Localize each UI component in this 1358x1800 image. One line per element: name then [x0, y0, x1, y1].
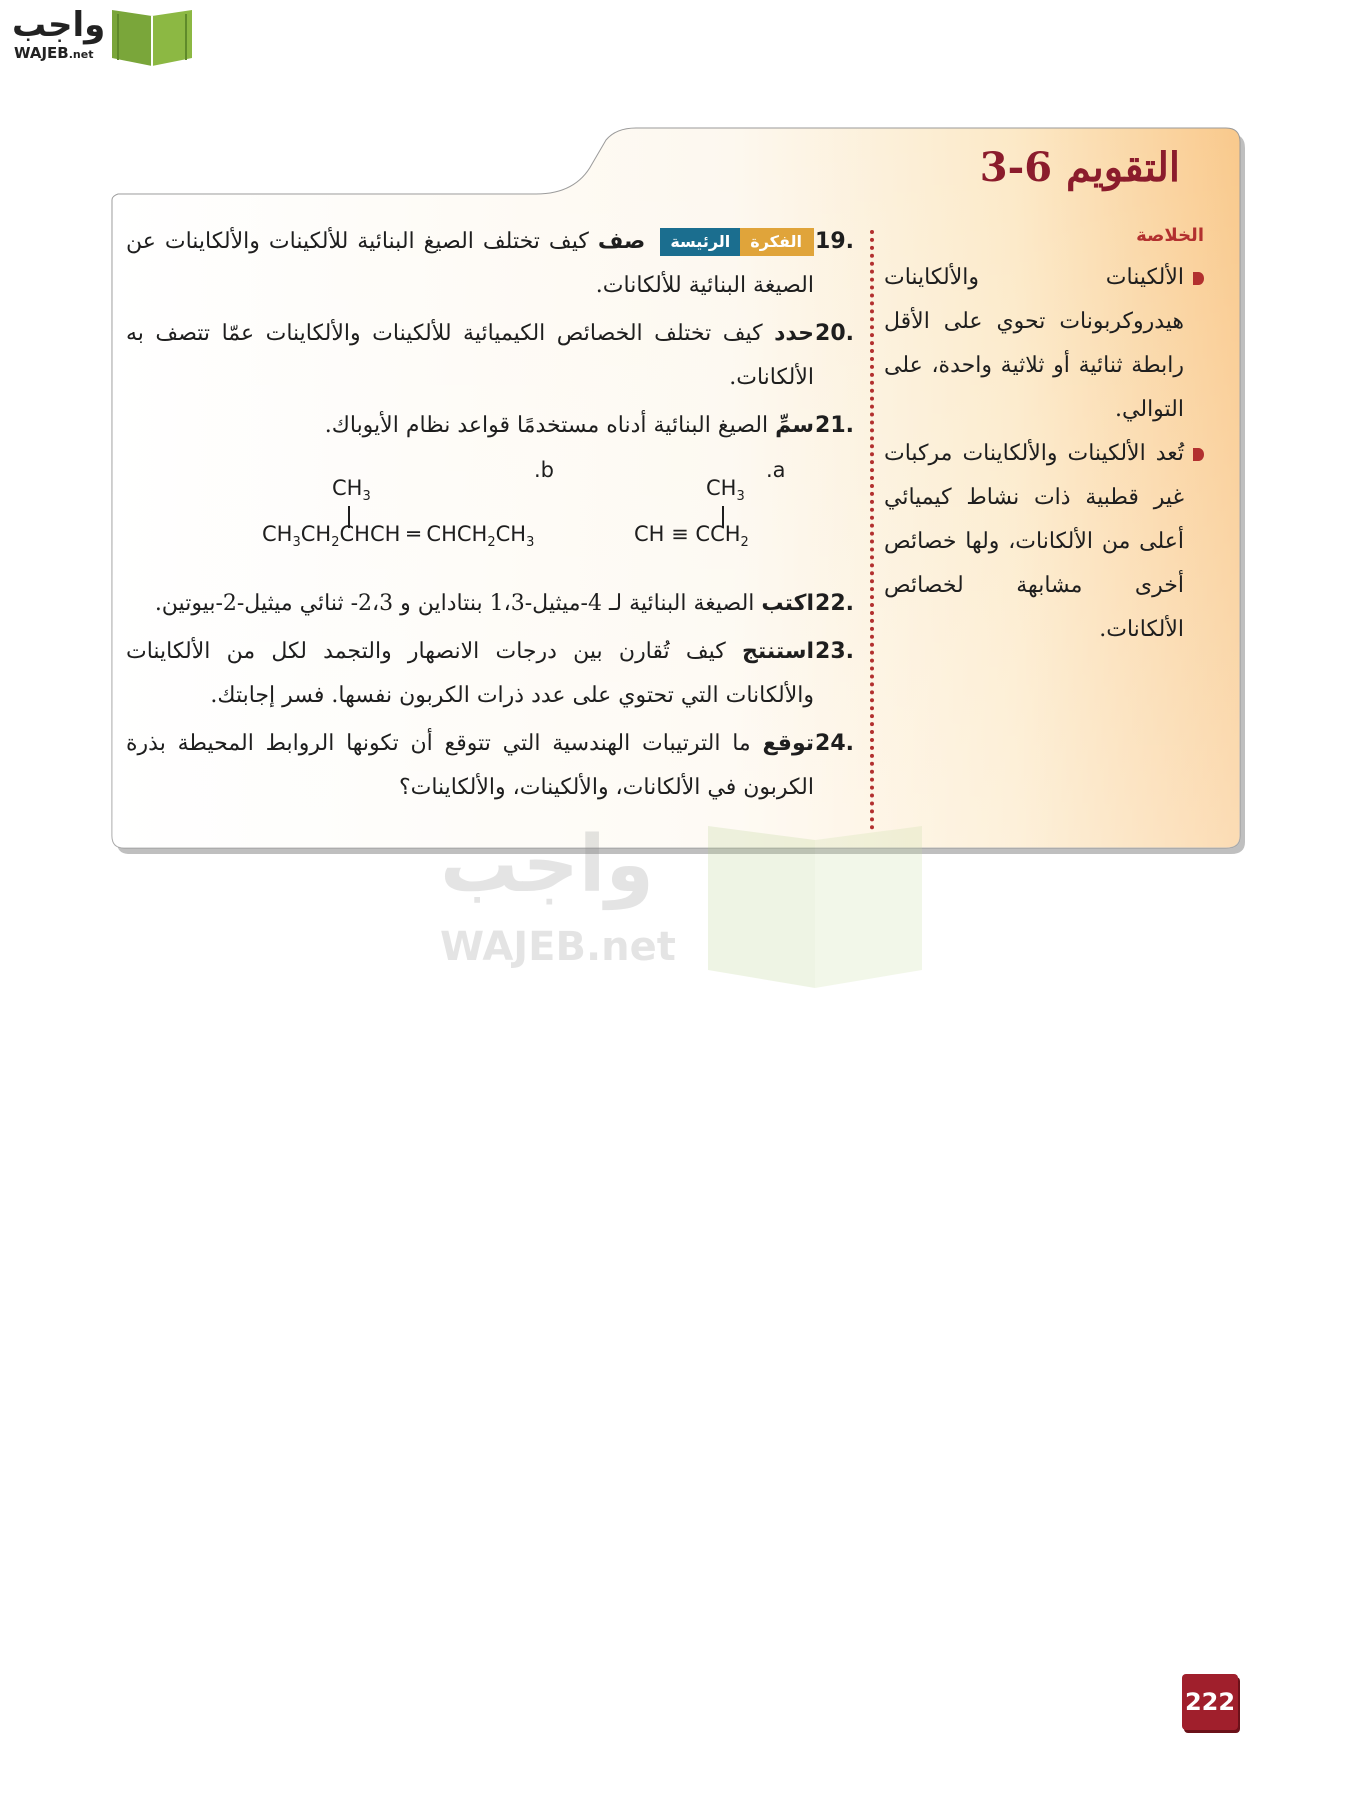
structure-a-chain: CH ≡ $CCH_2$ — [634, 522, 749, 551]
question-text: كيف تختلف الصيغ البنائية للألكينات والألكاينات عن الصيغة البنائية للألكانات. — [126, 229, 814, 298]
question-text: كيف تختلف الخصائص الكيميائية للألكينات والألكاينات عمّا تتصف به الألكانات. — [126, 321, 814, 390]
watermark — [430, 820, 950, 990]
question-20 — [126, 312, 854, 400]
logo-english-name: WAJEB — [14, 44, 69, 62]
logo-english-suffix: .net — [68, 48, 94, 61]
structure-a-label: .a — [766, 458, 786, 482]
question-text: ما الترتيبات الهندسية التي تتوقع أن تكونها الروابط المحيطة بذرة الكربون في الألكانات، والألكينات، والألكاينات؟ — [126, 731, 814, 800]
question-24 — [126, 722, 854, 810]
structure-b-methyl: $CH_3$ — [332, 476, 371, 505]
summary-bullet-text: تُعد الألكينات والألكاينات مركبات غير قطبية ذات نشاط كيميائي أعلى من الألكانات، ولها خصائص أخرى مشابهة لخصائص الألكانات. — [884, 441, 1184, 642]
main-idea-tag — [660, 228, 814, 256]
question-number: .21 — [815, 413, 854, 438]
questions-list — [126, 220, 854, 814]
section-title: التقويم 6-3 — [979, 144, 1180, 191]
watermark-arabic: واجب — [440, 820, 655, 910]
question-23 — [126, 630, 854, 718]
question-number: .19 — [815, 229, 854, 254]
structural-formulas — [126, 452, 854, 582]
summary-heading: الخلاصة — [1136, 225, 1204, 246]
page-number-badge: 222 — [1182, 1674, 1238, 1730]
question-number: .20 — [815, 321, 854, 346]
assessment-card — [106, 124, 1248, 864]
structure-a-methyl: $CH_3$ — [706, 476, 745, 505]
question-number: .23 — [815, 639, 854, 664]
question-number: .24 — [815, 731, 854, 756]
tag-part-idea: الفكرة — [740, 228, 814, 256]
book-icon — [108, 6, 196, 68]
question-19 — [126, 220, 854, 308]
logo-arabic-text: واجب — [12, 5, 106, 45]
question-verb: سمِّ — [775, 413, 814, 438]
summary-bullet — [884, 432, 1204, 652]
question-verb: استنتج — [742, 639, 814, 664]
question-21 — [126, 404, 854, 448]
logo-english-text — [14, 44, 93, 62]
summary-bullet-text: الألكينات والألكاينات هيدروكربونات تحوي على الأقل رابطة ثنائية أو ثلاثية واحدة، على التوالي. — [884, 265, 1184, 422]
site-logo — [10, 6, 190, 70]
question-text: الصيغة البنائية لـ 4-ميثيل-1،3 بنتاداين و 2،3- ثنائي ميثيل-2-بيوتين. — [154, 591, 755, 616]
question-verb: اكتب — [761, 591, 814, 616]
bullet-icon — [1193, 272, 1204, 285]
question-text: الصيغ البنائية أدناه مستخدمًا قواعد نظام الأيوباك. — [324, 413, 769, 438]
tag-part-main: الرئيسة — [660, 228, 740, 256]
bullet-icon — [1193, 448, 1204, 461]
watermark-book-icon — [700, 820, 930, 990]
summary-bullet — [884, 256, 1204, 432]
structure-b-label: .b — [534, 458, 555, 482]
question-verb: صف — [597, 229, 646, 254]
question-verb: حدد — [774, 321, 814, 346]
question-verb: توقع — [762, 731, 815, 756]
structure-b-chain: $CH_3CH_2CHCH$ ═ $CHCH_2CH_3$ — [262, 522, 535, 551]
column-divider — [870, 230, 874, 830]
watermark-english: WAJEB.net — [440, 924, 676, 970]
question-22 — [126, 582, 854, 626]
question-text: كيف تُقارن بين درجات الانصهار والتجمد لكل من الألكاينات والألكانات التي تحتوي على عدد ذرات الكربون نفسها. فسر إجابتك. — [126, 639, 814, 708]
summary-panel — [884, 222, 1204, 652]
question-number: .22 — [815, 591, 854, 616]
